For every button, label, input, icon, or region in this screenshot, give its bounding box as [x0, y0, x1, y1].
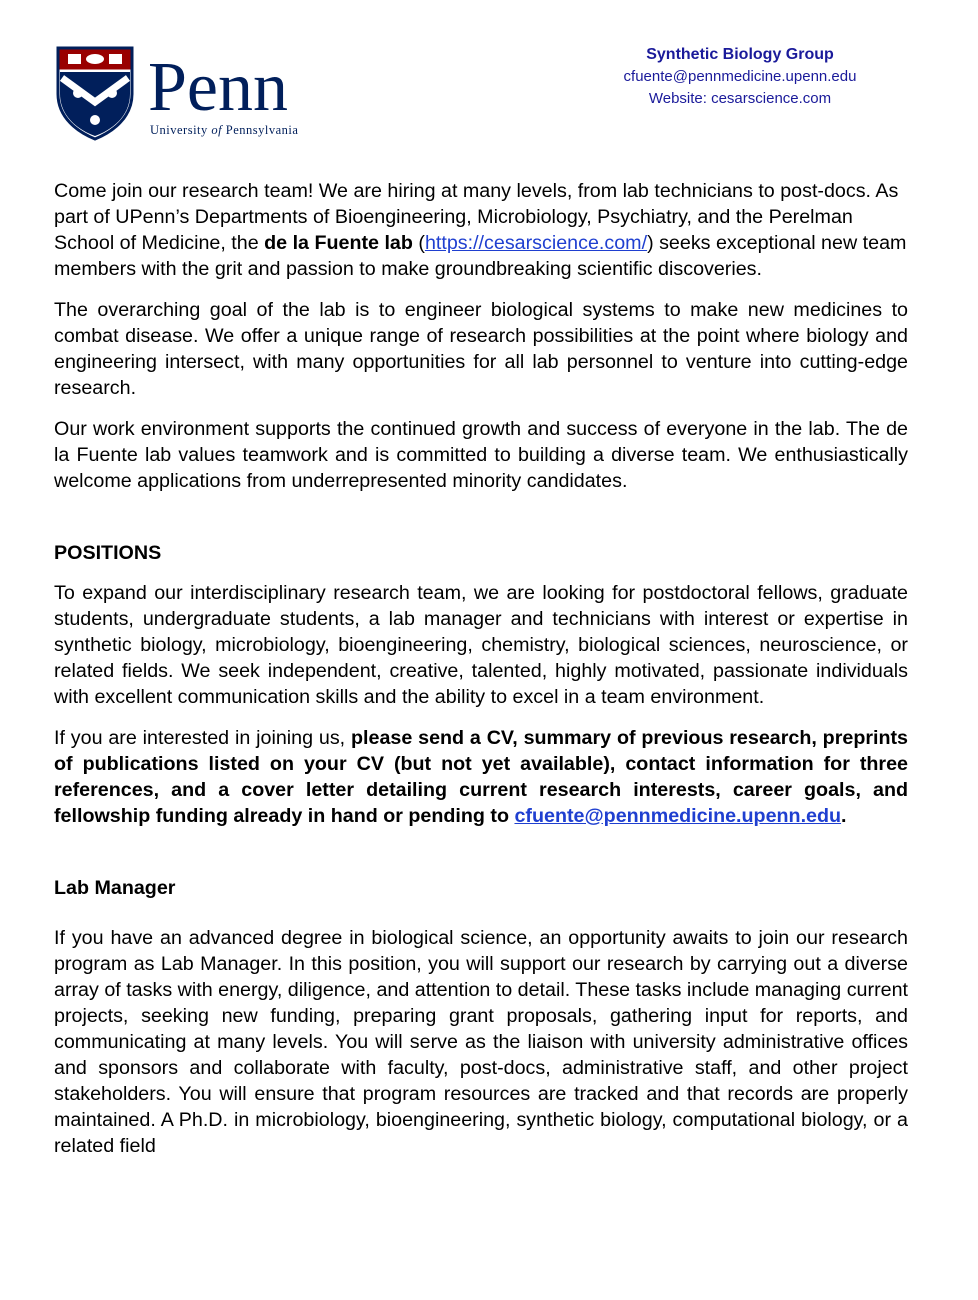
penn-logo	[56, 46, 346, 142]
penn-wordmark: Penn	[148, 49, 288, 126]
positions-heading: POSITIONS	[54, 542, 162, 564]
positions-paragraph-2: If you are interested in joining us, please send a CV, summary of previous research, preprints of publications listed on your CV (but not yet available), contact information for three references, and a cover letter detailing current research interests, career goals, and fellowship funding already in hand or pending to cfuente@pennmedicine.upenn.edu.	[54, 727, 909, 827]
lab-manager-heading: Lab Manager	[54, 877, 176, 899]
contact-block	[560, 44, 920, 110]
document-body	[54, 178, 908, 1174]
group-name: Synthetic Biology Group	[646, 46, 834, 63]
contact-website: Website: cesarscience.com	[648, 90, 832, 107]
penn-shield-icon	[56, 46, 346, 142]
lab-name: de la Fuente lab	[264, 232, 413, 254]
contact-email: cfuente@pennmedicine.upenn.edu	[623, 68, 857, 85]
application-instructions: please send a CV, summary of previous research, preprints of publications listed on your CV (but not yet available), contact information for three references, and a cover letter detailing current research interests, career goals, and fellowship funding already in hand or pending to cfuente@pennmedicine.upenn.edu.	[54, 727, 909, 827]
lab-manager-paragraph: If you have an advanced degree in biological science, an opportunity awaits to join our research program as Lab Manager. In this position, you will support our research by carrying out a diverse array of tasks with energy, diligence, and attention to detail. These tasks include managing current projects, seeking new funding, preparing grant proposals, gathering input for reports, and communicating at many levels. You will serve as the liaison with university administrative offices and sponsors and collaborate with faculty, post-docs, administrative staff, and other project stakeholders. You will ensure that program resources are tracked and that records are properly maintained. A Ph.D. in microbiology, bioengineering, synthetic biology, computational biology, or a related field	[54, 927, 908, 1157]
application-email-link[interactable]: cfuente@pennmedicine.upenn.edu	[514, 805, 842, 827]
penn-subtitle: University of Pennsylvania	[150, 123, 299, 137]
intro-paragraph-2: The overarching goal of the lab is to engineer biological systems to make new medicines to combat disease. We offer a unique range of research possibilities at the point where biology and engineering intersect, with many opportunities for all lab personnel to venture into cutting-edge research.	[54, 299, 908, 399]
positions-paragraph-1: To expand our interdisciplinary research team, we are looking for postdoctoral fellows, graduate students, undergraduate students, a lab manager and technicians with interest or expertise in synthetic biology, microbiology, bioengineering, chemistry, biological sciences, neuroscience, or related fields. We seek independent, creative, talented, highly motivated, passionate individuals with excellent communication skills and the ability to excel in a team environment.	[54, 582, 908, 708]
intro-paragraph-3: Our work environment supports the continued growth and success of everyone in the lab. The de la Fuente lab values teamwork and is committed to building a diverse team. We enthusiastically welcome applications from underrepresented minority candidates.	[54, 418, 908, 492]
intro-paragraph-1: Come join our research team! We are hiring at many levels, from lab technicians to post-docs. As part of UPenn’s Departments of Bioengineering, Microbiology, Psychiatry, and the Perelman School of Medicine, the de la Fuente lab (https://cesarscience.com/) seeks exceptional new team members with the grit and passion to make groundbreaking scientific discoveries.	[54, 180, 907, 280]
lab-website-link[interactable]: https://cesarscience.com/	[424, 232, 648, 254]
